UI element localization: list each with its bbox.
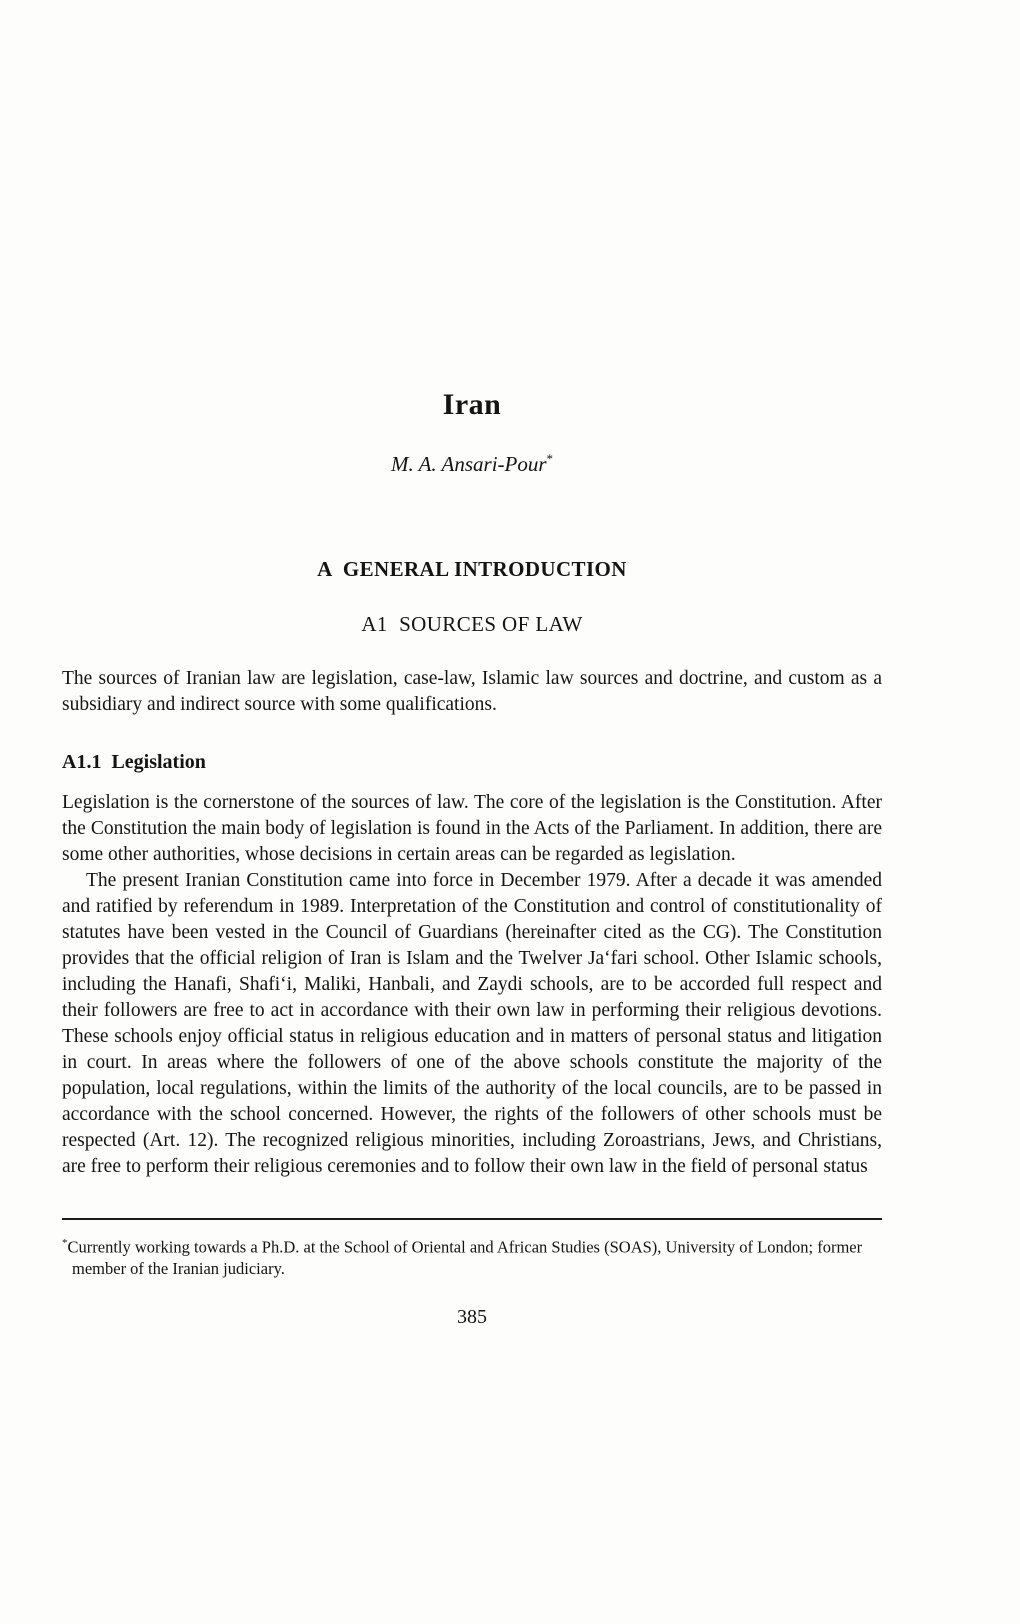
footnote-marker: * <box>62 1236 68 1249</box>
footnote-separator-rule <box>62 1218 882 1220</box>
intro-paragraph: The sources of Iranian law are legislation, case-law, Islamic law sources and doctrine, and custom as a subsidiary and indirect source with some qualifications. <box>62 667 882 715</box>
page-title: Iran <box>442 388 502 421</box>
subheading-legislation: A1.1 Legislation <box>62 750 206 773</box>
paragraph-constitution: The present Iranian Constitution came into force in December 1979. After a decade it was amended and ratified by referendum in 1989. Interpretation of the Constitution and control of constitutionality of statutes have been vested in the Council of Guardians (hereinafter cited as the CG). The Constitution provides that the official religion of Iran is Islam and the Twelver Ja‘fari school. Other Islamic schools, including the Hanafi, Shafi‘i, Maliki, Hanbali, and Zaydi schools, are to be accorded full respect and their followers are free to act in accordance with their own law in performing their religious devotions. These schools enjoy official status in religious education and in matters of personal status and litigation in court. In areas where the followers of one of the above schools constitute the majority of the population, local regulations, within the limits of the authority of the local councils, are to be passed in accordance with the school concerned. However, the rights of the followers of other schools must be respected (Art. 12). The recognized religious minorities, including Zoroastrians, Jews, and Christians, are free to perform their religious ceremonies and to follow their own law in the field of personal status <box>62 869 882 1177</box>
text-block <box>62 0 882 1329</box>
author-name: M. A. Ansari-Pour <box>390 452 547 476</box>
subsection-heading-sources-of-law: A1 SOURCES OF LAW <box>361 612 583 637</box>
author-line <box>62 451 882 477</box>
page-number: 385 <box>457 1306 487 1329</box>
paragraph-legislation: Legislation is the cornerstone of the sources of law. The core of the legislation is the Constitution. After the Constitution the main body of legislation is found in the Acts of the Parliament. In addition, there are some other authorities, whose decisions in certain areas can be regarded as legislation. <box>62 791 882 865</box>
footnote <box>62 1232 882 1281</box>
author-footnote-marker: * <box>546 451 554 466</box>
footnote-text: Currently working towards a Ph.D. at the School of Oriental and African Studies (SOAS), University of London; former member of the Iranian judiciary. <box>67 1237 863 1279</box>
section-heading-general-introduction: A GENERAL INTRODUCTION <box>317 557 627 582</box>
